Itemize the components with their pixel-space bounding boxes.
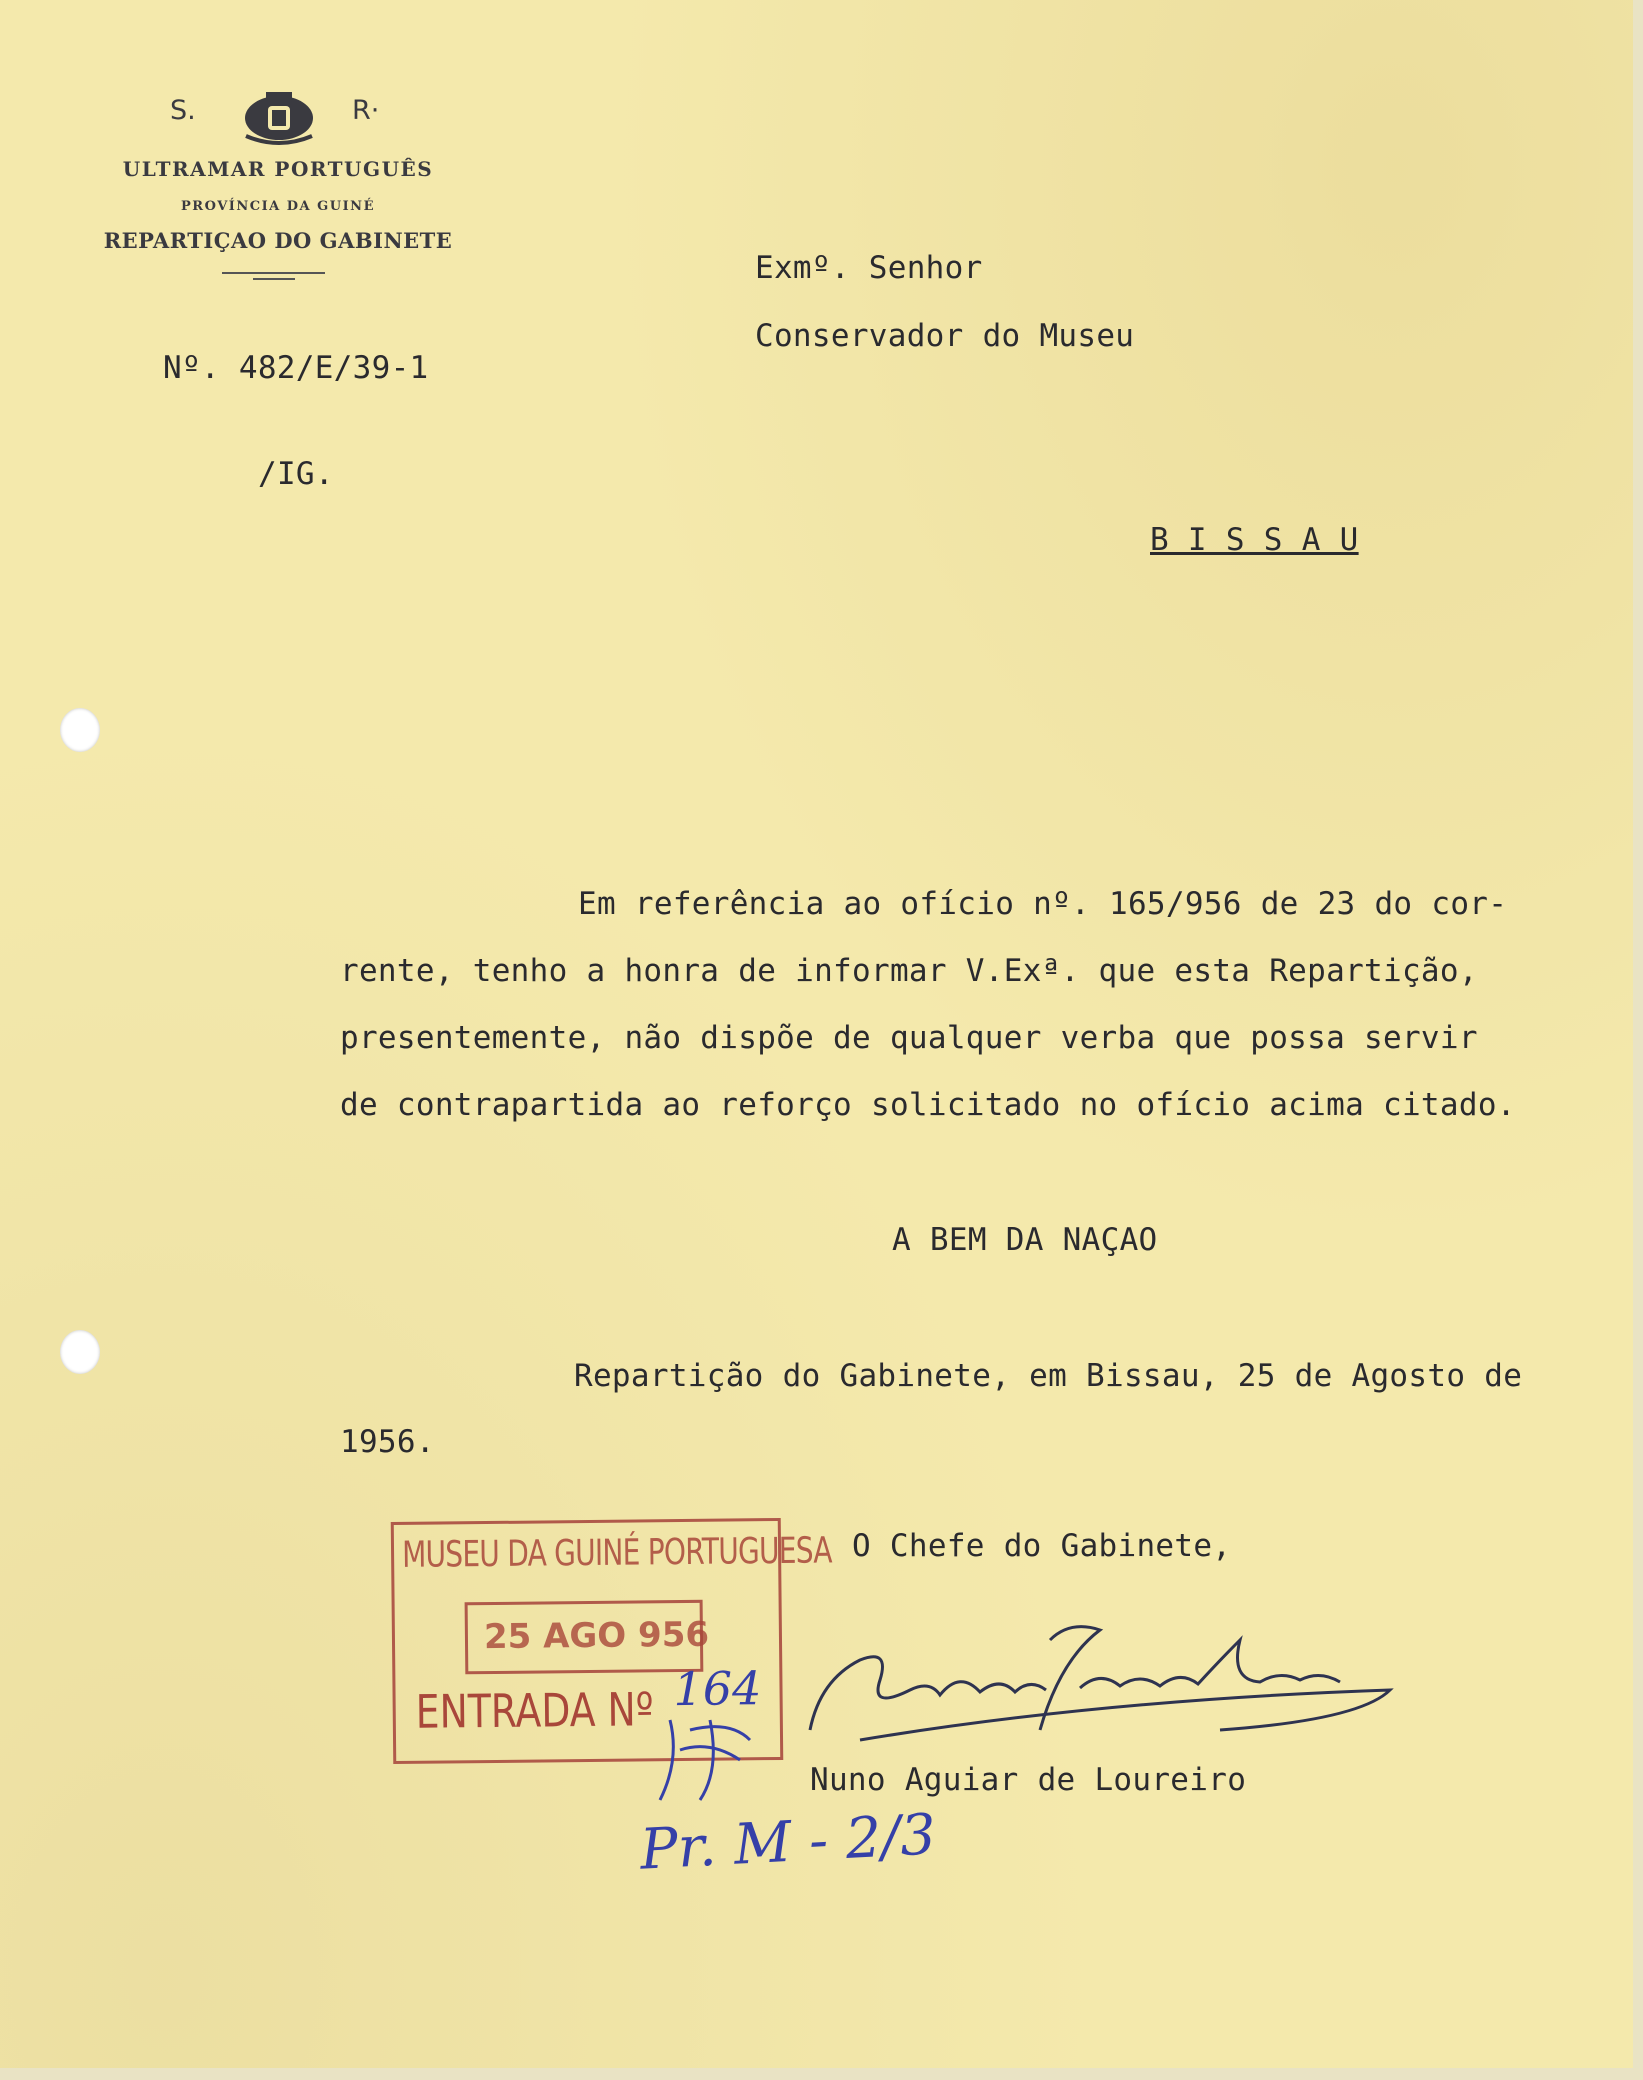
page-edge-bottom (0, 2068, 1643, 2080)
handwritten-note: Pr. M - 2/3 (638, 1802, 938, 1883)
letterhead-divider (222, 272, 325, 274)
letterhead-initial-left: S. (170, 95, 196, 126)
stamp-date: 25 AGO 956 (483, 1614, 710, 1658)
reference-suffix: /IG. (258, 456, 334, 492)
stamp-entry-label: ENTRADA Nº (415, 1682, 654, 1739)
addressee-salutation: Exmº. Senhor (755, 250, 983, 286)
pen-scribble-icon (640, 1700, 770, 1810)
addressee-title: Conservador do Museu (755, 318, 1135, 354)
body-line-4: de contrapartida ao reforço solicitado no ofício acima citado. (340, 1087, 1516, 1123)
letterhead-ultramar: ULTRAMAR PORTUGUÊS (122, 157, 434, 181)
body-line-3: presentemente, não dispõe de qualquer verba que possa servir (340, 1020, 1478, 1056)
closing-place-date-1: Repartição do Gabinete, em Bissau, 25 de Agosto de (574, 1358, 1523, 1394)
stamp-entry-number: 164 (673, 1661, 762, 1717)
signer-name: Nuno Aguiar de Loureiro (810, 1762, 1247, 1798)
closing-place-date-2: 1956. (340, 1424, 435, 1460)
punch-hole-upper (60, 708, 100, 752)
body-line-2: rente, tenho a honra de informar V.Exª. que esta Repartição, (340, 953, 1478, 989)
addressee-city: B I S S A U (1150, 522, 1359, 558)
letterhead-reparticao: REPARTIÇAO DO GABINETE (103, 228, 453, 253)
letterhead-initial-right: R· (352, 95, 380, 126)
signature-icon (800, 1600, 1400, 1760)
signer-role: O Chefe do Gabinete, (852, 1528, 1232, 1564)
letterhead-divider-short (253, 278, 295, 280)
coat-of-arms-icon (238, 86, 320, 148)
reference-number: Nº. 482/E/39-1 (163, 350, 429, 386)
stamp-date-box (465, 1600, 710, 1674)
page-edge-right (1633, 0, 1643, 2080)
stamp-institution: MUSEU DA GUINÉ PORTUGUESA (401, 1530, 832, 1576)
closing-motto: A BEM DA NAÇAO (892, 1222, 1158, 1258)
body-line-1: Em referência ao ofício nº. 165/956 de 23 do cor- (578, 886, 1508, 922)
punch-hole-lower (60, 1330, 100, 1374)
letterhead-provincia: PROVÍNCIA DA GUINÉ (181, 199, 375, 214)
